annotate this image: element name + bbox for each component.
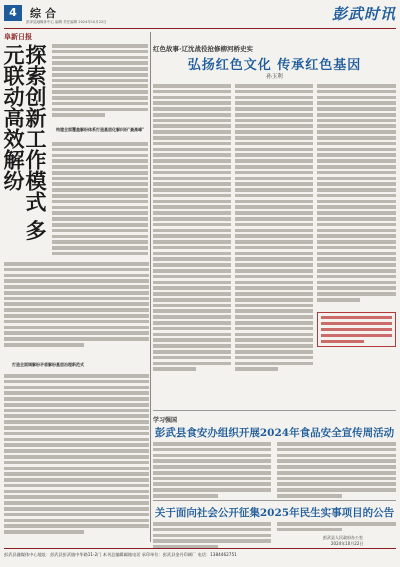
red-story-text-col3 xyxy=(317,84,396,304)
page-footer: 彭武县融媒体中心地址：彭武县彭武镇中华路11-2门 本刊总编辑邮箱电话 承印单位：彭武县金丹印刷厂 电话：1384462751 xyxy=(4,548,396,562)
column-divider xyxy=(150,32,151,542)
masthead xyxy=(4,3,396,29)
food-safety-headline: 彭武县食安办组织开展2024年食品安全宣传周活动 xyxy=(154,427,395,439)
notice-signature: 彭武县人民政府办公室 xyxy=(323,535,363,540)
left-headline: 探索创新工作模式 多元联动高效解纷 xyxy=(1,44,48,241)
left-subhead-2: 打造全面调解纷矛盾解纷基层治理新范式 xyxy=(12,362,84,367)
red-story-byline: 孙玉利 xyxy=(266,74,283,80)
left-column-label: 阜新日报 xyxy=(4,33,32,41)
left-subhead-1: 构建全面覆盖解纷体系打造基层化解纠纷"最高峰" xyxy=(56,127,145,132)
red-story-text-col1 xyxy=(153,84,231,373)
left-section1-text xyxy=(52,142,148,258)
left-body-text xyxy=(4,262,149,349)
left-article xyxy=(1,32,149,544)
notice-headline: 关于面向社会公开征集2025年民生实事项目的公告 xyxy=(154,507,395,519)
page-number: 4 xyxy=(4,5,22,21)
red-story-headline: 弘扬红色文化 传承红色基因 xyxy=(187,58,362,73)
food-safety-text-col2 xyxy=(277,442,396,500)
left-intro-text xyxy=(52,44,148,119)
red-story-text-col2 xyxy=(235,84,313,373)
notice-date: 2024年10月22日 xyxy=(331,541,364,546)
red-story-kicker: 红色故事·辽沈战役抢修柳河桥史实 xyxy=(153,45,253,53)
left-section2-text xyxy=(4,374,149,536)
masthead-info: 彭泽县融媒体中心 编辑 责任编辑 2024年10月22日 xyxy=(26,20,107,24)
section-rule xyxy=(153,410,396,411)
newspaper-logo: 彭武时讯 xyxy=(331,5,396,23)
quote-box xyxy=(317,312,396,347)
notice-text-col1 xyxy=(153,522,271,551)
right-articles xyxy=(153,32,396,544)
notice-text-col2 xyxy=(277,522,396,534)
section-label-xuexi: 学习强国 xyxy=(153,417,178,424)
section-rule-2 xyxy=(153,500,396,501)
section-title: 综合 xyxy=(30,7,60,20)
food-safety-text-col1 xyxy=(153,442,271,500)
